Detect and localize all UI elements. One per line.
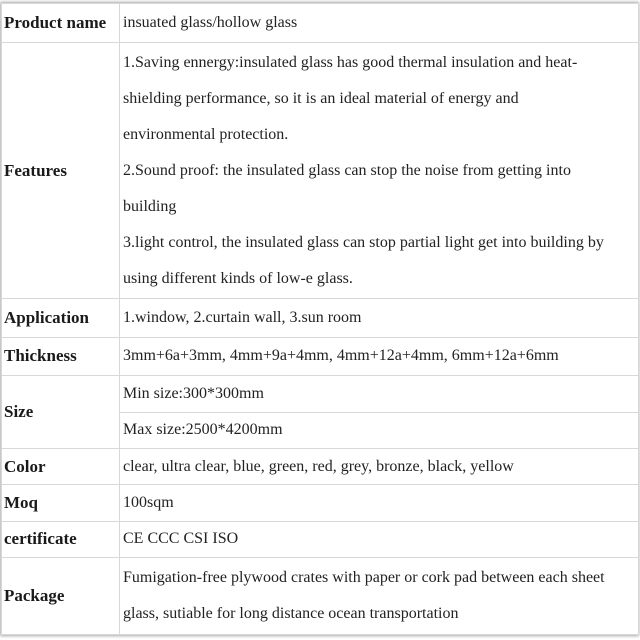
label-application: Application	[2, 299, 120, 337]
value-size-max: Max size:2500*4200mm	[120, 412, 639, 448]
row-features	[2, 43, 639, 299]
label-moq: Moq	[2, 485, 120, 521]
spec-sheet	[1, 3, 638, 635]
label-product-name: Product name	[2, 4, 120, 43]
product-name-text: insuated glass/hollow glass	[123, 14, 298, 32]
value-product-name	[120, 4, 639, 43]
label-certificate: certificate	[2, 521, 120, 557]
features-line: 2.Sound proof: the insulated glass can stop the noise from getting into	[123, 161, 571, 179]
row-thickness	[2, 337, 639, 375]
row-size-min	[2, 376, 639, 412]
value-thickness: 3mm+6a+3mm, 4mm+9a+4mm, 4mm+12a+4mm, 6mm+12a+6mm	[120, 337, 639, 375]
features-line: environmental protection.	[123, 125, 289, 143]
value-size-min: Min size:300*300mm	[120, 376, 639, 412]
row-application	[2, 299, 639, 337]
row-package	[2, 558, 639, 635]
value-application: 1.window, 2.curtain wall, 3.sun room	[120, 299, 639, 337]
features-line: 3.light control, the insulated glass can stop partial light get into building by	[123, 233, 604, 251]
row-certificate	[2, 521, 639, 557]
label-color: Color	[2, 448, 120, 484]
value-moq: 100sqm	[120, 485, 639, 521]
label-package: Package	[2, 558, 120, 635]
features-line: shielding performance, so it is an ideal material of energy and	[123, 89, 519, 107]
package-line: Fumigation-free plywood crates with paper or cork pad between each sheet	[123, 569, 605, 587]
features-line: 1.Saving ennergy:insulated glass has good thermal insulation and heat-	[123, 53, 578, 71]
row-color	[2, 448, 639, 484]
row-product-name	[2, 4, 639, 43]
features-line: using different kinds of low-e glass.	[123, 269, 353, 287]
value-package	[120, 558, 639, 635]
label-features: Features	[2, 43, 120, 299]
row-moq	[2, 485, 639, 521]
features-line: building	[123, 197, 177, 215]
value-features	[120, 43, 639, 299]
value-color: clear, ultra clear, blue, green, red, grey, bronze, black, yellow	[120, 448, 639, 484]
package-line: glass, sutiable for long distance ocean transportation	[123, 605, 459, 623]
value-certificate: CE CCC CSI ISO	[120, 521, 639, 557]
label-size: Size	[2, 376, 120, 449]
product-spec-table	[1, 3, 639, 635]
label-thickness: Thickness	[2, 337, 120, 375]
